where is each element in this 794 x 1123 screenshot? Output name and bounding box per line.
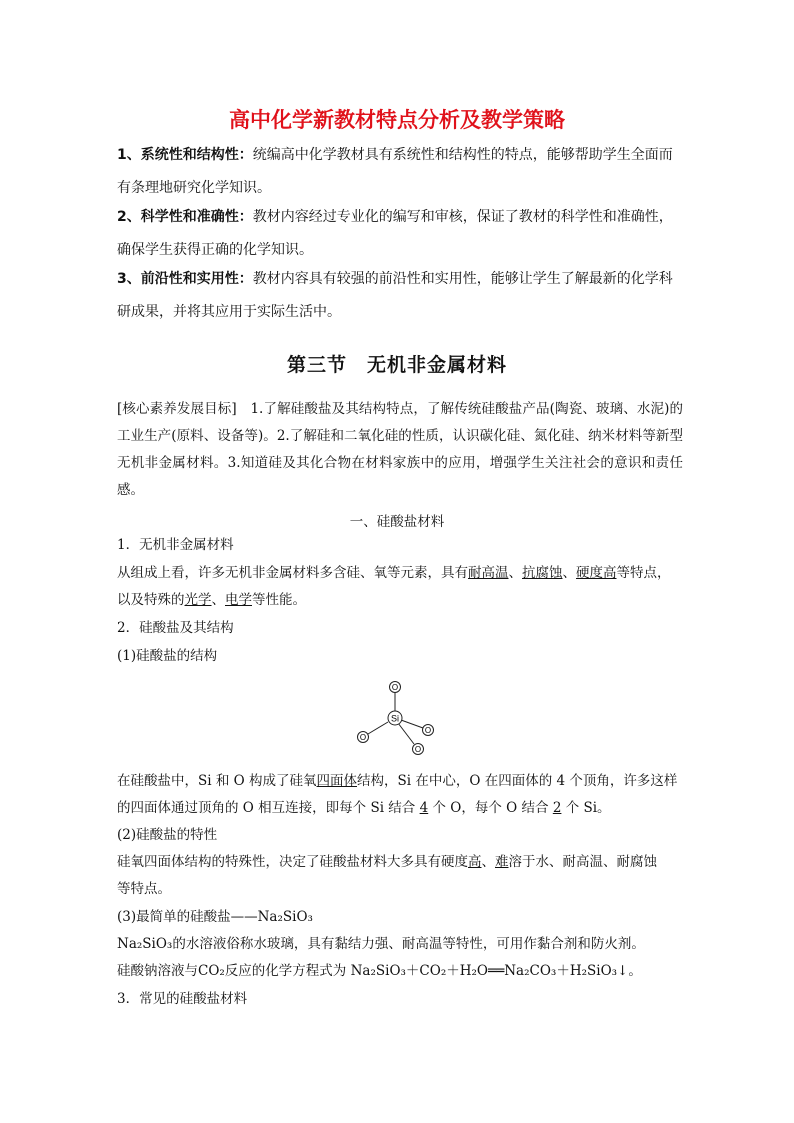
si-label: Si — [390, 713, 400, 724]
paragraph-3-line-1 — [117, 849, 697, 876]
silicate-tetrahedron-diagram — [348, 678, 438, 758]
o-label-bottom: O — [414, 745, 422, 754]
section-title — [0, 350, 794, 377]
feature-1 — [117, 139, 683, 205]
feature-3 — [117, 263, 683, 329]
bond-right — [401, 720, 423, 728]
core-goals: [核心素养发展目标] 1.了解硅酸盐及其结构特点，了解传统硅酸盐产品(陶瓷、玻璃、水泥)的工业生产(原料、设备等)。2.了解硅和二氧化硅的性质，认识碳化硅、氮化硅、纳米材料等新型无机非金属材料。3.知道硅及其化合物在材料家族中的应用，增强学生关注社会的意识和责任感。 — [117, 401, 683, 498]
o-label-top: O — [391, 683, 399, 692]
p3-text-a: 硅氧四面体结构的特殊性，决定了硅酸盐材料大多具有硬度 — [117, 854, 468, 870]
p2-underline-2: 4 — [419, 800, 429, 816]
p3-underline-2: 难 — [495, 854, 509, 870]
p1-underline-1: 耐高温 — [468, 565, 509, 581]
page-title: 高中化学新教材特点分析及教学策略 — [229, 108, 565, 132]
p1-underline-2: 抗腐蚀 — [522, 565, 563, 581]
heading-2: 2．硅酸盐及其结构 — [117, 620, 234, 636]
p1-text-c: 、 — [562, 565, 576, 581]
o-label-left: O — [359, 733, 367, 742]
p2-text-a: 在硅酸盐中，Si 和 O 构成了硅氧 — [117, 773, 317, 789]
heading-1: 1．无机非金属材料 — [117, 537, 234, 553]
paragraph-5: 硅酸钠溶液与CO₂反应的化学方程式为 Na₂SiO₃＋CO₂＋H₂O══Na₂CO₃＋H₂SiO₃↓。 — [117, 963, 642, 979]
p1-text-d: 等特点， — [616, 565, 671, 581]
p3-underline-1: 高 — [468, 854, 482, 870]
heading-2a: (1)硅酸盐的结构 — [117, 648, 218, 664]
p2-underline-1: 四面体 — [316, 773, 358, 789]
p3-text-c: 溶于水、耐高温、耐腐蚀 — [508, 854, 657, 870]
feature-2 — [117, 201, 683, 267]
feature-3-lead: 3、前沿性和实用性： — [117, 271, 253, 287]
p2-text-c: 的四面体通过顶角的 O 相互连接，即每个 Si 结合 — [117, 800, 416, 816]
subsection-title: 一、硅酸盐材料 — [349, 514, 445, 530]
p2-text-d: 个 O，每个 O 结合 — [432, 800, 549, 816]
o-label-right: O — [424, 726, 432, 735]
p1-text-a: 从组成上看，许多无机非金属材料多含硅、氧等元素，具有 — [117, 565, 468, 581]
feature-2-lead: 2、科学性和准确性： — [117, 209, 253, 225]
paragraph-3-line-2: 等特点。 — [117, 881, 171, 897]
p2-underline-3: 2 — [552, 800, 562, 816]
paragraph-1-line-1 — [117, 560, 697, 587]
p1-text-e: 以及特殊的 — [117, 592, 185, 608]
p1-underline-5: 电学 — [225, 592, 252, 608]
p2-text-b: 结构，Si 在中心，O 在四面体的 4 个顶角，许多这样 — [357, 773, 678, 789]
feature-3-text: 教材内容具有较强的前沿性和实用性，能够让学生了解最新的化学科研成果，并将其应用于实际生活中。 — [117, 271, 673, 320]
p1-text-b: 、 — [508, 565, 522, 581]
paragraph-1-line-2 — [117, 587, 697, 614]
heading-2b: (2)硅酸盐的特性 — [117, 827, 218, 843]
heading-2c: (3)最简单的硅酸盐——Na₂SiO₃ — [117, 909, 313, 925]
p3-text-b: 、 — [481, 854, 495, 870]
paragraph-2-line-1 — [117, 768, 697, 795]
feature-1-lead: 1、系统性和结构性： — [117, 147, 253, 163]
p1-text-g: 等性能。 — [252, 592, 306, 608]
section-number: 第三节 — [286, 354, 347, 376]
p1-underline-4: 光学 — [184, 592, 212, 608]
bond-left — [368, 722, 388, 734]
paragraph-2-line-2 — [117, 795, 697, 822]
bond-bottom — [398, 723, 414, 744]
p1-underline-3: 硬度高 — [576, 565, 617, 581]
paragraph-4: Na₂SiO₃的水溶液俗称水玻璃，具有黏结力强、耐高温等特性，可用作黏合剂和防火剂。 — [117, 936, 645, 952]
p2-text-e: 个 Si。 — [565, 800, 611, 816]
section-name: 无机非金属材料 — [367, 354, 508, 376]
heading-3: 3．常见的硅酸盐材料 — [117, 991, 248, 1007]
p1-text-f: 、 — [211, 592, 225, 608]
feature-1-text: 统编高中化学教材具有系统性和结构性的特点，能够帮助学生全面而有条理地研究化学知识。 — [117, 147, 673, 196]
feature-2-text: 教材内容经过专业化的编写和审核，保证了教材的科学性和准确性，确保学生获得正确的化学知识。 — [117, 209, 673, 258]
